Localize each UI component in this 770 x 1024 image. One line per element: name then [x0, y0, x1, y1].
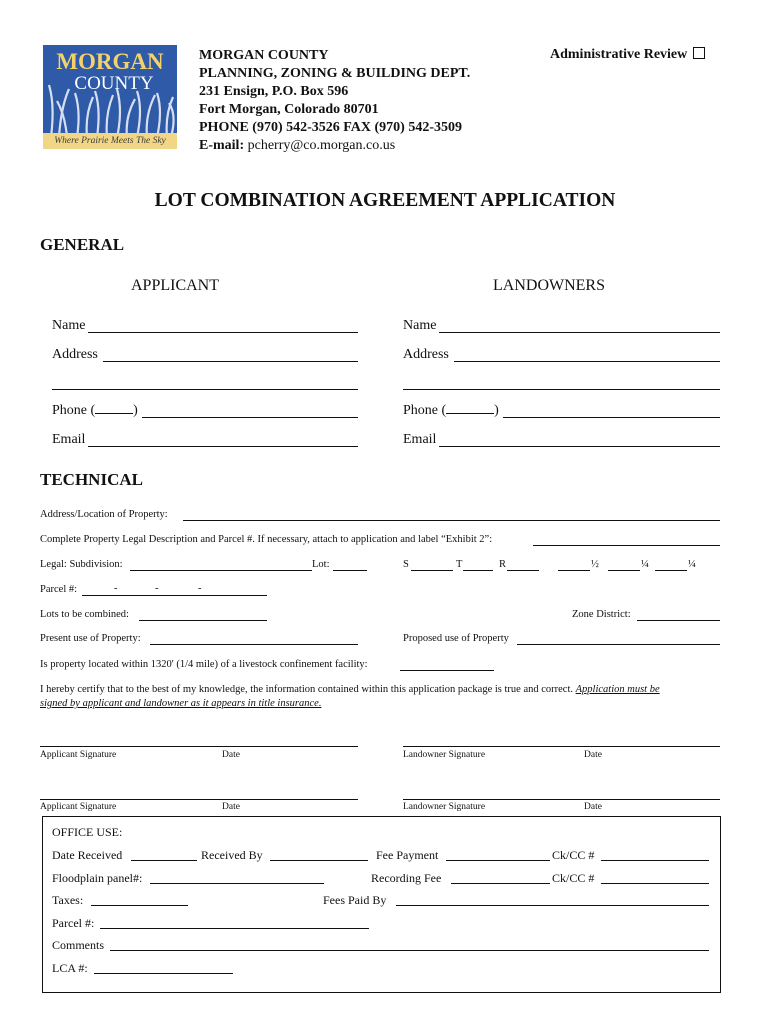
fees-paid-by-field[interactable]: [396, 905, 709, 906]
subdivision-field[interactable]: [130, 570, 312, 571]
lot-label: Lot:: [312, 559, 330, 570]
livestock-field[interactable]: [400, 670, 494, 671]
admin-review-checkbox[interactable]: [693, 47, 705, 59]
fees-paid-by-label: Fees Paid By: [323, 893, 387, 907]
landowners-heading: LANDOWNERS: [493, 277, 605, 294]
applicant-heading: APPLICANT: [131, 277, 220, 294]
half-label: ½: [591, 559, 599, 570]
recording-fee-label: Recording Fee: [371, 871, 442, 885]
email-label: E-mail:: [199, 138, 245, 153]
received-by-label: Received By: [201, 848, 263, 862]
applicant-signature-line-1[interactable]: [40, 746, 358, 747]
header-line-4: Fort Morgan, Colorado 80701: [199, 102, 379, 117]
landowner-phone-close: ): [494, 403, 499, 418]
parcel-dash-3: -: [198, 583, 202, 594]
certify-note-1: Application must be: [575, 684, 660, 695]
quarter-label-1: ¼: [641, 559, 649, 570]
taxes-label: Taxes:: [52, 893, 84, 907]
lot-field[interactable]: [333, 570, 367, 571]
parcel-dash-2: -: [155, 583, 159, 594]
email-value: pcherry@co.morgan.co.us: [247, 138, 396, 153]
landowner-phone-label: [403, 403, 499, 419]
quarter-field-1[interactable]: [608, 570, 640, 571]
landowner-phone-field[interactable]: [503, 417, 720, 418]
address-location-field[interactable]: [183, 520, 720, 521]
proposed-use-field[interactable]: [517, 644, 720, 645]
applicant-signature-label-2: Applicant Signature: [40, 802, 117, 812]
landowner-name-label: Name: [403, 318, 437, 333]
half-field[interactable]: [558, 570, 590, 571]
zone-district-field[interactable]: [637, 620, 720, 621]
agency-header: [199, 47, 470, 155]
township-label: T: [456, 559, 463, 570]
applicant-date-label-2: Date: [222, 802, 240, 812]
applicant-address-field[interactable]: [103, 361, 358, 362]
ckcc-field-2[interactable]: [601, 883, 709, 884]
township-field[interactable]: [463, 570, 493, 571]
lca-field[interactable]: [94, 973, 233, 974]
landowner-signature-line-1[interactable]: [403, 746, 720, 747]
section-label: S: [403, 559, 409, 570]
lots-combined-field[interactable]: [139, 620, 267, 621]
lots-combined-label: Lots to be combined:: [40, 609, 129, 620]
header-line-5: PHONE (970) 542-3526 FAX (970) 542-3509: [199, 120, 462, 135]
legal-description-field[interactable]: [533, 545, 720, 546]
logo-word-morgan: MORGAN: [56, 49, 164, 74]
landowner-email-label: Email: [403, 432, 437, 447]
floodplain-field[interactable]: [150, 883, 324, 884]
certify-note-2: signed by applicant and landowner as it appears in title insurance.: [40, 698, 322, 709]
comments-label: Comments: [52, 938, 105, 952]
date-received-field[interactable]: [131, 860, 197, 861]
received-by-field[interactable]: [270, 860, 368, 861]
parcel-field[interactable]: [82, 595, 267, 596]
applicant-phone-field[interactable]: [142, 417, 358, 418]
address-location-label: Address/Location of Property:: [40, 509, 168, 520]
lca-label: LCA #:: [52, 961, 88, 975]
date-received-label: Date Received: [52, 848, 123, 862]
general-heading: GENERAL: [40, 235, 125, 254]
fee-payment-label: Fee Payment: [376, 848, 439, 862]
present-use-field[interactable]: [150, 644, 358, 645]
page-title: LOT COMBINATION AGREEMENT APPLICATION: [154, 190, 616, 211]
landowner-email-field[interactable]: [439, 446, 720, 447]
subdivision-label: Legal: Subdivision:: [40, 559, 123, 570]
admin-review-label: Administrative Review: [550, 47, 688, 62]
landowner-signature-line-2[interactable]: [403, 799, 720, 800]
applicant-signature-line-2[interactable]: [40, 799, 358, 800]
range-field[interactable]: [507, 570, 539, 571]
office-use-heading: OFFICE USE:: [52, 825, 123, 839]
landowner-address-label: Address: [403, 347, 449, 362]
landowner-address-field[interactable]: [454, 361, 720, 362]
applicant-email-field[interactable]: [88, 446, 358, 447]
certify-text: I hereby certify that to the best of my knowledge, the information contained within this application package is true and correct.: [40, 684, 573, 695]
fee-payment-field[interactable]: [446, 860, 550, 861]
applicant-phone-label: [52, 403, 138, 419]
landowner-date-label-2: Date: [584, 802, 602, 812]
header-line-3: 231 Ensign, P.O. Box 596: [199, 84, 349, 99]
recording-fee-field[interactable]: [451, 883, 550, 884]
floodplain-label: Floodplain panel#:: [52, 871, 143, 885]
office-parcel-label: Parcel #:: [52, 916, 95, 930]
landowner-name-field[interactable]: [439, 332, 720, 333]
comments-field[interactable]: [110, 950, 709, 951]
landowner-address-field-2[interactable]: [403, 389, 720, 390]
applicant-phone-open: Phone (: [52, 403, 96, 418]
morgan-county-logo: [43, 45, 177, 149]
legal-description-label: Complete Property Legal Description and Parcel #. If necessary, attach to application and label “Exhibit 2”:: [40, 534, 493, 545]
parcel-label: Parcel #:: [40, 584, 78, 595]
proposed-use-label: Proposed use of Property: [403, 633, 509, 644]
applicant-phone-close: ): [133, 403, 138, 418]
applicant-signature-label-1: Applicant Signature: [40, 750, 117, 760]
present-use-label: Present use of Property:: [40, 633, 141, 644]
livestock-label: Is property located within 1320' (1/4 mile) of a livestock confinement facility:: [40, 659, 368, 670]
landowner-signature-label-2: Landowner Signature: [403, 802, 486, 812]
applicant-name-field[interactable]: [88, 332, 358, 333]
ckcc-label-2: Ck/CC #: [552, 871, 595, 885]
technical-heading: TECHNICAL: [40, 470, 143, 489]
landowner-phone-open: Phone (: [403, 403, 447, 418]
header-line-2: PLANNING, ZONING & BUILDING DEPT.: [199, 66, 471, 81]
applicant-email-label: Email: [52, 432, 86, 447]
ckcc-field-1[interactable]: [601, 860, 709, 861]
certification-text: [40, 684, 660, 695]
applicant-date-label-1: Date: [222, 750, 240, 760]
header-line-1: MORGAN COUNTY: [199, 48, 329, 63]
landowner-signature-label-1: Landowner Signature: [403, 750, 486, 760]
taxes-field[interactable]: [91, 905, 188, 906]
range-label: R: [499, 559, 507, 570]
applicant-address-label: Address: [52, 347, 98, 362]
logo-word-county: COUNTY: [74, 73, 154, 94]
parcel-dash-1: -: [114, 583, 118, 594]
admin-review: [550, 47, 705, 63]
landowner-date-label-1: Date: [584, 750, 602, 760]
quarter-field-2[interactable]: [655, 570, 687, 571]
ckcc-label-1: Ck/CC #: [552, 848, 595, 862]
quarter-label-2: ¼: [688, 559, 696, 570]
logo-tagline: Where Prairie Meets The Sky: [43, 133, 177, 149]
office-parcel-field[interactable]: [100, 928, 369, 929]
applicant-address-field-2[interactable]: [52, 389, 358, 390]
zone-district-label: Zone District:: [572, 609, 631, 620]
section-field[interactable]: [411, 570, 453, 571]
applicant-name-label: Name: [52, 318, 86, 333]
